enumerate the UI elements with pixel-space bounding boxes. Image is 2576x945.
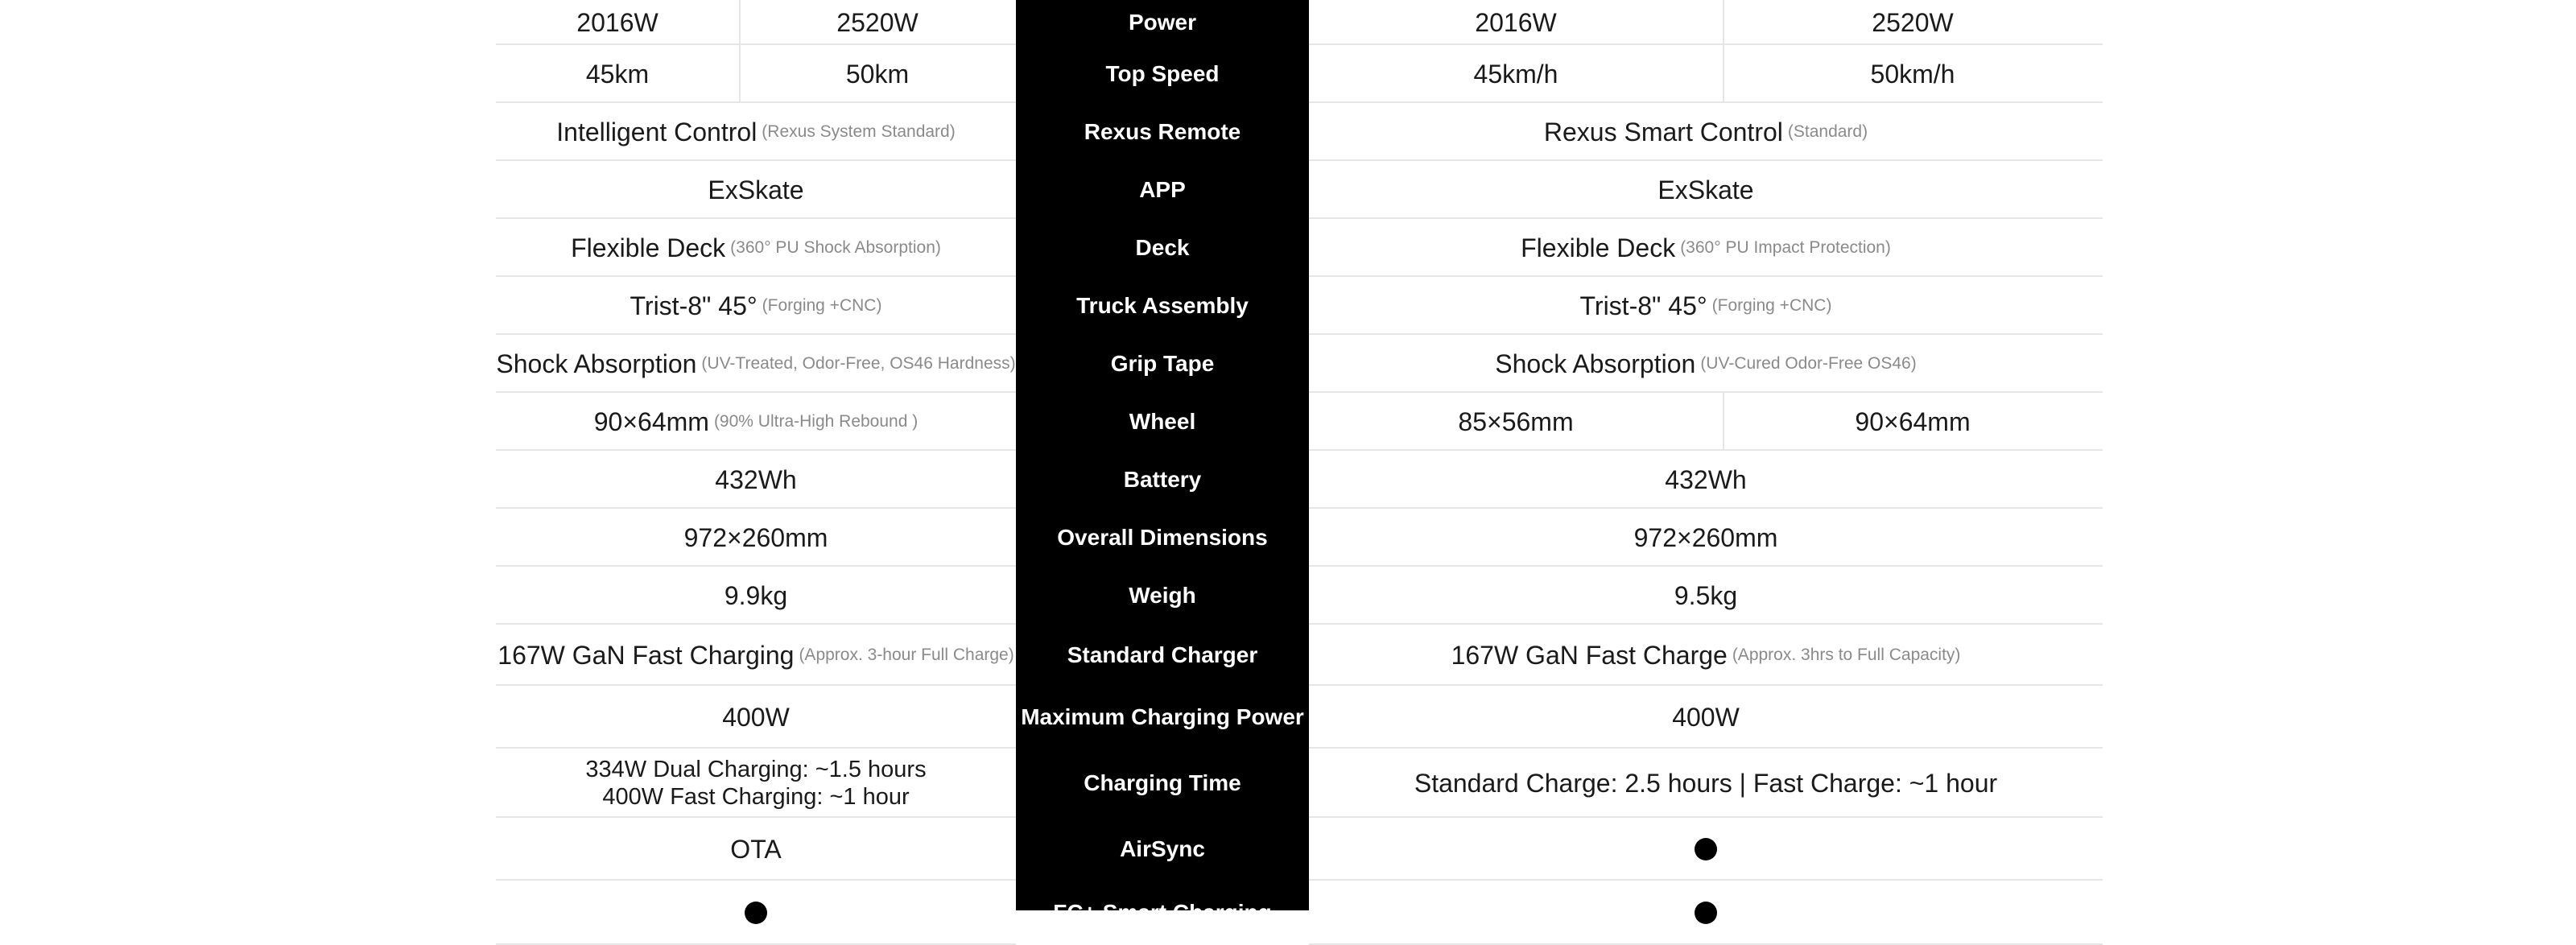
spec-row bbox=[0, 509, 2576, 567]
spec-row bbox=[0, 749, 2576, 818]
spec-label: Wheel bbox=[1129, 409, 1196, 434]
spec-value: 2520W bbox=[1872, 7, 1954, 37]
spec-row bbox=[0, 567, 2576, 625]
spec-value: 50km/h bbox=[1870, 59, 1955, 89]
spec-value: 2016W bbox=[576, 7, 658, 37]
spec-value: Shock Absorption bbox=[1495, 349, 1696, 378]
spec-value: 90×64mm bbox=[1855, 406, 1971, 436]
spec-label: Maximum Charging Power bbox=[1021, 704, 1304, 729]
right-model-b-cell bbox=[1723, 45, 2103, 103]
left-spec-cell bbox=[496, 219, 1016, 277]
spec-value: Flexible Deck bbox=[1521, 233, 1676, 262]
spec-value: Trist-8" 45° bbox=[1579, 291, 1707, 320]
left-spec-cell bbox=[496, 567, 1016, 625]
spec-value: Trist-8" 45° bbox=[630, 291, 758, 320]
left-model-a-cell bbox=[496, 0, 739, 45]
spec-note: (UV-Cured Odor-Free OS46) bbox=[1700, 354, 1917, 373]
spec-value: 432Wh bbox=[1665, 464, 1747, 494]
spec-value: ExSkate bbox=[708, 175, 804, 204]
spec-value: 45km bbox=[585, 59, 650, 89]
spec-row bbox=[0, 393, 2576, 451]
spec-label: Overall Dimensions bbox=[1057, 525, 1268, 550]
right-spec-cell bbox=[1309, 335, 2103, 393]
spec-value: 2520W bbox=[836, 7, 919, 37]
spec-note: (Standard) bbox=[1787, 122, 1868, 141]
spec-note: (90% Ultra-High Rebound ) bbox=[713, 412, 919, 431]
right-spec-cell bbox=[1309, 686, 2103, 749]
left-model-b-cell bbox=[739, 0, 1016, 45]
left-spec-cell bbox=[496, 161, 1016, 219]
right-model-a-cell bbox=[1309, 393, 1723, 451]
filled-dot-icon bbox=[1695, 902, 1717, 924]
left-spec-cell bbox=[496, 509, 1016, 567]
right-spec-cell bbox=[1309, 219, 2103, 277]
spec-value: 9.5kg bbox=[1674, 580, 1738, 610]
spec-label: Deck bbox=[1135, 235, 1190, 260]
left-spec-cell bbox=[496, 103, 1016, 161]
right-model-b-cell bbox=[1723, 393, 2103, 451]
right-model-a-cell bbox=[1309, 0, 1723, 45]
spec-row bbox=[0, 277, 2576, 335]
spec-row bbox=[0, 451, 2576, 509]
spec-note: (Forging +CNC) bbox=[762, 296, 882, 315]
right-spec-cell bbox=[1309, 625, 2103, 686]
spec-value: 85×56mm bbox=[1458, 406, 1574, 436]
spec-label: APP bbox=[1139, 177, 1186, 202]
spec-value: 400W bbox=[1672, 702, 1740, 732]
filled-dot-icon bbox=[1695, 838, 1717, 860]
right-spec-cell bbox=[1309, 567, 2103, 625]
right-spec-cell bbox=[1309, 509, 2103, 567]
spec-value: 167W GaN Fast Charge bbox=[1451, 640, 1728, 670]
spec-note: (UV-Treated, Odor-Free, OS46 Hardness) bbox=[701, 354, 1016, 373]
spec-label: Power bbox=[1128, 10, 1197, 35]
spec-row bbox=[0, 45, 2576, 103]
column-divider bbox=[739, 0, 741, 45]
spec-label: Standard Charger bbox=[1067, 642, 1258, 667]
spec-label: Charging Time bbox=[1084, 770, 1241, 795]
spec-row bbox=[0, 818, 2576, 881]
right-spec-cell bbox=[1309, 103, 2103, 161]
spec-label: Weigh bbox=[1129, 583, 1196, 608]
spec-row bbox=[0, 161, 2576, 219]
spec-value: 972×260mm bbox=[683, 522, 828, 552]
spec-value: 50km bbox=[845, 59, 910, 89]
spec-value: 167W GaN Fast Charging bbox=[497, 640, 795, 670]
filled-dot-icon bbox=[745, 902, 767, 924]
spec-value-line: 400W Fast Charging: ~1 hour bbox=[602, 784, 910, 810]
spec-note: (Forging +CNC) bbox=[1711, 296, 1832, 315]
spec-value: Rexus Smart Control bbox=[1543, 117, 1783, 146]
spec-value-multiline bbox=[585, 756, 926, 811]
left-spec-cell bbox=[496, 393, 1016, 451]
right-spec-cell bbox=[1309, 161, 2103, 219]
column-divider bbox=[1723, 45, 1724, 103]
spec-row bbox=[0, 881, 2576, 945]
spec-value: ExSkate bbox=[1657, 175, 1754, 204]
spec-label: Rexus Remote bbox=[1084, 119, 1241, 144]
left-spec-cell bbox=[496, 881, 1016, 945]
left-model-b-cell bbox=[739, 45, 1016, 103]
spec-value: 45km/h bbox=[1473, 59, 1558, 89]
spec-label: Grip Tape bbox=[1110, 351, 1215, 376]
right-spec-cell bbox=[1309, 881, 2103, 945]
spec-row bbox=[0, 625, 2576, 686]
spec-value: Flexible Deck bbox=[571, 233, 726, 262]
left-spec-cell bbox=[496, 818, 1016, 881]
left-spec-cell bbox=[496, 451, 1016, 509]
spec-row bbox=[0, 0, 2576, 45]
spec-row bbox=[0, 686, 2576, 749]
left-spec-cell bbox=[496, 277, 1016, 335]
spec-label: Top Speed bbox=[1105, 61, 1220, 86]
spec-value: 9.9kg bbox=[724, 580, 788, 610]
left-spec-cell bbox=[496, 335, 1016, 393]
left-spec-cell bbox=[496, 625, 1016, 686]
spec-value-line: 334W Dual Charging: ~1.5 hours bbox=[585, 757, 927, 782]
spec-note: (Approx. 3hrs to Full Capacity) bbox=[1732, 646, 1961, 664]
spec-note: (Approx. 3-hour Full Charge) bbox=[799, 646, 1014, 664]
column-divider bbox=[739, 45, 741, 103]
spec-label: Battery bbox=[1123, 467, 1202, 492]
spec-value: 972×260mm bbox=[1633, 522, 1778, 552]
right-spec-cell bbox=[1309, 818, 2103, 881]
spec-value: 432Wh bbox=[715, 464, 797, 494]
right-spec-cell bbox=[1309, 451, 2103, 509]
right-model-b-cell bbox=[1723, 0, 2103, 45]
spec-row bbox=[0, 335, 2576, 393]
right-spec-cell bbox=[1309, 277, 2103, 335]
right-spec-cell bbox=[1309, 749, 2103, 818]
spec-row bbox=[0, 103, 2576, 161]
spec-value: 400W bbox=[722, 702, 790, 732]
left-model-a-cell bbox=[496, 45, 739, 103]
column-divider bbox=[1723, 393, 1724, 451]
spec-label: AirSync bbox=[1120, 836, 1205, 861]
spec-note: (Rexus System Standard) bbox=[762, 122, 956, 141]
spec-value: Shock Absorption bbox=[496, 349, 697, 378]
right-model-a-cell bbox=[1309, 45, 1723, 103]
spec-note: (360° PU Shock Absorption) bbox=[730, 238, 941, 257]
spec-value: Intelligent Control bbox=[556, 117, 758, 146]
spec-label: Truck Assembly bbox=[1076, 293, 1249, 318]
spec-row bbox=[0, 219, 2576, 277]
column-divider bbox=[1723, 0, 1724, 45]
spec-value: Standard Charge: 2.5 hours | Fast Charge: ~1 hour bbox=[1414, 768, 1998, 798]
spec-value: 90×64mm bbox=[593, 406, 709, 436]
spec-value: OTA bbox=[730, 834, 782, 864]
left-spec-cell bbox=[496, 749, 1016, 818]
left-spec-cell bbox=[496, 686, 1016, 749]
spec-value: 2016W bbox=[1475, 7, 1557, 37]
spec-note: (360° PU Impact Protection) bbox=[1680, 238, 1891, 257]
spec-label: FC+ Smart Charging bbox=[1053, 900, 1272, 925]
